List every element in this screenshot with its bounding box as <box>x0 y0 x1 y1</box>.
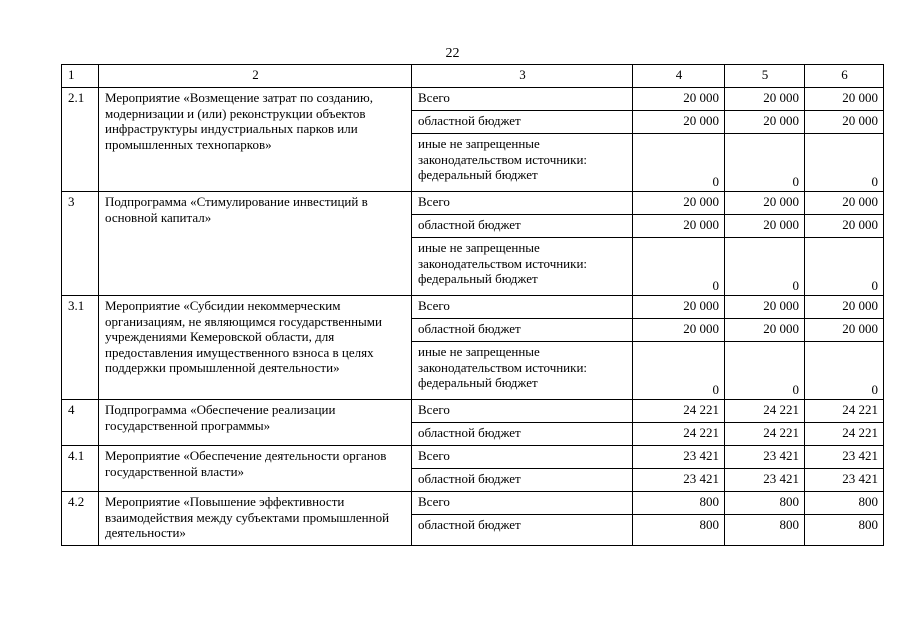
value-cell: 20 000 <box>633 111 725 134</box>
value-cell: 23 421 <box>725 446 805 469</box>
value-cell: 24 221 <box>805 423 884 446</box>
value-cell: 800 <box>725 492 805 515</box>
value-cell: 0 <box>725 238 805 296</box>
source-cell: иные не запрещенные законодательством источники: федеральный бюджет <box>412 134 633 192</box>
source-cell: Всего <box>412 492 633 515</box>
item-name: Мероприятие «Повышение эффективности взаимодействия между субъектами промышленной деятельности» <box>99 492 412 546</box>
item-number: 4 <box>62 400 99 446</box>
table-row <box>62 296 884 319</box>
table-body <box>62 65 884 546</box>
value-cell: 20 000 <box>633 88 725 111</box>
value-cell: 0 <box>633 238 725 296</box>
value-cell: 23 421 <box>805 469 884 492</box>
table-row <box>62 192 884 215</box>
item-number: 4.1 <box>62 446 99 492</box>
funding-table <box>61 64 884 546</box>
value-cell: 800 <box>633 492 725 515</box>
value-cell: 20 000 <box>805 215 884 238</box>
value-cell: 20 000 <box>633 319 725 342</box>
table-row <box>62 446 884 469</box>
item-number: 4.2 <box>62 492 99 546</box>
source-cell: областной бюджет <box>412 215 633 238</box>
value-cell: 800 <box>805 515 884 546</box>
value-cell: 20 000 <box>805 296 884 319</box>
item-number: 2.1 <box>62 88 99 192</box>
value-cell: 20 000 <box>725 111 805 134</box>
item-name: Мероприятие «Обеспечение деятельности органов государственной власти» <box>99 446 412 492</box>
source-cell: областной бюджет <box>412 111 633 134</box>
value-cell: 0 <box>805 238 884 296</box>
source-cell: Всего <box>412 296 633 319</box>
value-cell: 24 221 <box>633 423 725 446</box>
value-cell: 23 421 <box>633 469 725 492</box>
source-cell: областной бюджет <box>412 469 633 492</box>
page-number: 22 <box>445 46 460 61</box>
value-cell: 24 221 <box>633 400 725 423</box>
value-cell: 20 000 <box>633 296 725 319</box>
value-cell: 0 <box>725 342 805 400</box>
value-cell: 0 <box>633 134 725 192</box>
source-cell: Всего <box>412 192 633 215</box>
value-cell: 800 <box>725 515 805 546</box>
header-cell: 2 <box>99 65 412 88</box>
table-row <box>62 492 884 515</box>
value-cell: 20 000 <box>633 192 725 215</box>
value-cell: 24 221 <box>725 423 805 446</box>
value-cell: 20 000 <box>725 319 805 342</box>
value-cell: 800 <box>805 492 884 515</box>
value-cell: 24 221 <box>725 400 805 423</box>
value-cell: 20 000 <box>725 88 805 111</box>
value-cell: 20 000 <box>805 111 884 134</box>
value-cell: 800 <box>633 515 725 546</box>
header-cell: 1 <box>62 65 99 88</box>
value-cell: 0 <box>633 342 725 400</box>
item-name: Подпрограмма «Обеспечение реализации государственной программы» <box>99 400 412 446</box>
source-cell: иные не запрещенные законодательством источники: федеральный бюджет <box>412 342 633 400</box>
table-row <box>62 400 884 423</box>
header-cell: 5 <box>725 65 805 88</box>
source-cell: Всего <box>412 400 633 423</box>
value-cell: 20 000 <box>725 215 805 238</box>
source-cell: областной бюджет <box>412 319 633 342</box>
value-cell: 20 000 <box>805 192 884 215</box>
item-number: 3.1 <box>62 296 99 400</box>
item-name: Мероприятие «Возмещение затрат по созданию, модернизации и (или) реконструкции объектов инфраструктуры индустриальных парков или промышленных технопарков» <box>99 88 412 192</box>
item-number: 3 <box>62 192 99 296</box>
source-cell: Всего <box>412 88 633 111</box>
source-cell: областной бюджет <box>412 515 633 546</box>
value-cell: 20 000 <box>633 215 725 238</box>
value-cell: 23 421 <box>725 469 805 492</box>
value-cell: 23 421 <box>633 446 725 469</box>
header-cell: 6 <box>805 65 884 88</box>
value-cell: 0 <box>805 342 884 400</box>
header-cell: 3 <box>412 65 633 88</box>
value-cell: 20 000 <box>805 319 884 342</box>
header-row <box>62 65 884 88</box>
header-cell: 4 <box>633 65 725 88</box>
value-cell: 24 221 <box>805 400 884 423</box>
source-cell: областной бюджет <box>412 423 633 446</box>
source-cell: Всего <box>412 446 633 469</box>
table-row <box>62 88 884 111</box>
value-cell: 0 <box>805 134 884 192</box>
value-cell: 20 000 <box>725 192 805 215</box>
item-name: Подпрограмма «Стимулирование инвестиций в основной капитал» <box>99 192 412 296</box>
source-cell: иные не запрещенные законодательством источники: федеральный бюджет <box>412 238 633 296</box>
item-name: Мероприятие «Субсидии некоммерческим организациям, не являющимся государственными учреждениями Кемеровской области, для предоставления имущественного взноса в целях поддержки промышленной деятельности» <box>99 296 412 400</box>
value-cell: 0 <box>725 134 805 192</box>
value-cell: 23 421 <box>805 446 884 469</box>
value-cell: 20 000 <box>805 88 884 111</box>
value-cell: 20 000 <box>725 296 805 319</box>
